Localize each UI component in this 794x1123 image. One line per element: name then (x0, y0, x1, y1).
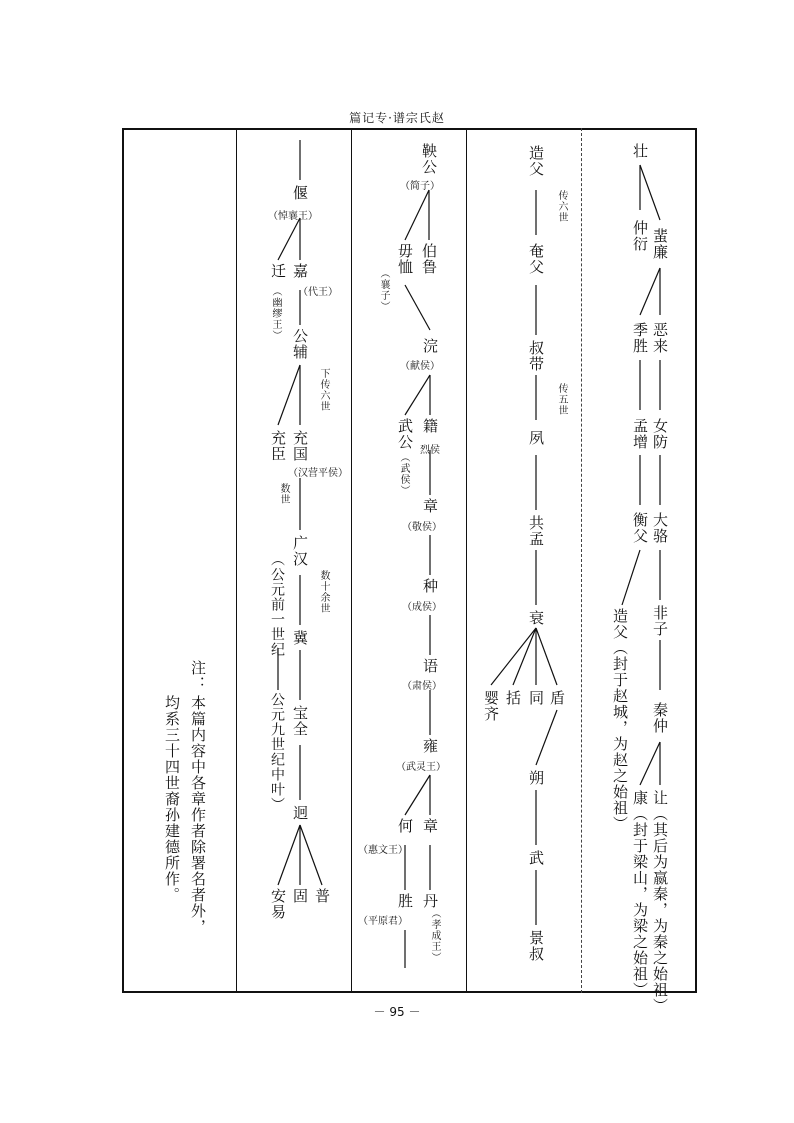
annotation-hanyingpinghou: （汉营平侯） (288, 468, 348, 479)
node-dan: 丹 (421, 893, 439, 909)
node-jiong: 迥 (291, 805, 309, 821)
annotation-xianhou: （献侯） (400, 361, 440, 372)
node-wugong: 武公 (396, 418, 414, 450)
column-divider (351, 128, 352, 993)
node-mengzeng: 孟增 (631, 418, 649, 450)
annotation-chenghou: （成侯） (402, 602, 442, 613)
annotation-jianzi: （简子） (400, 181, 440, 192)
annotation-chuanwushi: 传五世 (556, 383, 567, 416)
node-pu: 普 (313, 888, 331, 904)
annotation-xiaochengwang: （孝成王） (429, 908, 440, 963)
node-huan: 浣 (421, 338, 439, 354)
annotation-gongyuanqian: （公元前一世纪 (269, 552, 285, 657)
node-tong: 同 (527, 690, 545, 706)
column-divider (236, 128, 237, 993)
node-jisheng: 季胜 (631, 322, 649, 354)
note-label: 注： (189, 660, 207, 692)
node-wu: 武 (527, 850, 545, 866)
node-gu: 固 (291, 888, 309, 904)
node-rang: 让（其后为嬴秦，为秦之始祖） (651, 790, 669, 1014)
node-hengfu: 衡父 (631, 512, 649, 544)
node-wuxu: 毋恤 (396, 243, 414, 275)
annotation-shushiyushi: 数十余世 (318, 570, 329, 614)
node-guanghan: 广汉 (291, 535, 309, 567)
node-jingshu: 景叔 (527, 930, 545, 962)
note-line-1: 本篇内容中各章作者除署名者外， (189, 695, 207, 935)
node-nvfang: 女防 (651, 418, 669, 450)
annotation-xiangzi: （襄子） (378, 268, 389, 312)
node-shudai: 叔带 (527, 340, 545, 372)
node-elai: 恶来 (651, 322, 669, 354)
node-zhuang: 壮 (631, 143, 649, 159)
node-zhong: 种 (421, 578, 439, 594)
node-shuo: 朔 (527, 770, 545, 786)
node-jia: 嘉 (291, 263, 309, 279)
node-zhongyan: 仲衍 (631, 220, 649, 252)
note-line-2: 均系三十四世裔孙建德所作。 (163, 695, 181, 903)
node-anyi: 安易 (269, 888, 287, 920)
column-divider (581, 128, 582, 993)
node-zaofu: 造父 (527, 145, 545, 177)
node-feizi: 非子 (651, 605, 669, 637)
annotation-huiwenwang: （惠文王） (358, 845, 408, 856)
annotation-gongyuanjiu: 公元九世纪中叶） (269, 692, 285, 812)
node-yanfu: 奄父 (527, 243, 545, 275)
node-zhang-2: 章 (421, 818, 439, 834)
annotation-jinghou: （敬侯） (402, 522, 442, 533)
node-yong: 雍 (421, 738, 439, 754)
annotation-chuanliushi: 传六世 (556, 190, 567, 223)
annotation-pingyuanjun: （平原君） (358, 916, 408, 927)
node-dun: 盾 (548, 690, 566, 706)
annotation-daiwang: （代王） (298, 287, 338, 298)
column-divider (466, 128, 467, 993)
annotation-wuhou: （武侯） (398, 452, 409, 496)
node-yingqi: 婴齐 (482, 690, 500, 722)
node-yu: 语 (421, 658, 439, 674)
node-gongmeng: 共孟 (527, 515, 545, 547)
annotation-youmiuwang: （幽缪王） (270, 286, 281, 341)
node-shuai: 衰 (527, 610, 545, 626)
node-boxun: 伯鲁 (420, 243, 438, 275)
annotation-xiachuanliushi: 下传六世 (318, 368, 329, 412)
node-feng: 夙 (527, 430, 545, 446)
node-dalu: 大骆 (651, 512, 669, 544)
annotation-daoxiangwang: （悼襄王） (268, 211, 318, 222)
annotation-liehou: 烈侯 (420, 445, 440, 456)
node-he: 何 (396, 818, 414, 834)
node-yanggong: 鞅公 (420, 143, 438, 175)
annotation-wulingwang: （武灵王） (396, 762, 446, 773)
node-kuo: 括 (504, 690, 522, 706)
node-sheng: 胜 (396, 893, 414, 909)
annotation-suhou: （肃侯） (402, 681, 442, 692)
node-chongchen: 充臣 (269, 430, 287, 462)
node-zhang: 章 (421, 498, 439, 514)
node-baoquan: 宝全 (291, 705, 309, 737)
node-qinzhong: 秦仲 (651, 702, 669, 734)
node-qian: 迁 (269, 263, 287, 279)
node-ji: 籍 (421, 418, 439, 434)
page-header: 篇记专·谱宗氏赵 (349, 111, 445, 125)
annotation-shushi: 数世 (278, 483, 289, 505)
node-yan: 偃 (291, 185, 309, 201)
node-kang: 康（封于梁山，为梁之始祖） (631, 790, 649, 998)
node-feilian: 蜚廉 (651, 228, 669, 260)
page-number: － 95 － (373, 1005, 421, 1019)
node-ji-2: 冀 (291, 630, 309, 646)
node-chongguo: 充国 (291, 430, 309, 462)
node-zaofu-zhao: 造父（封于赵城，为赵之始祖） (611, 608, 629, 832)
node-gongfu: 公辅 (291, 328, 309, 360)
